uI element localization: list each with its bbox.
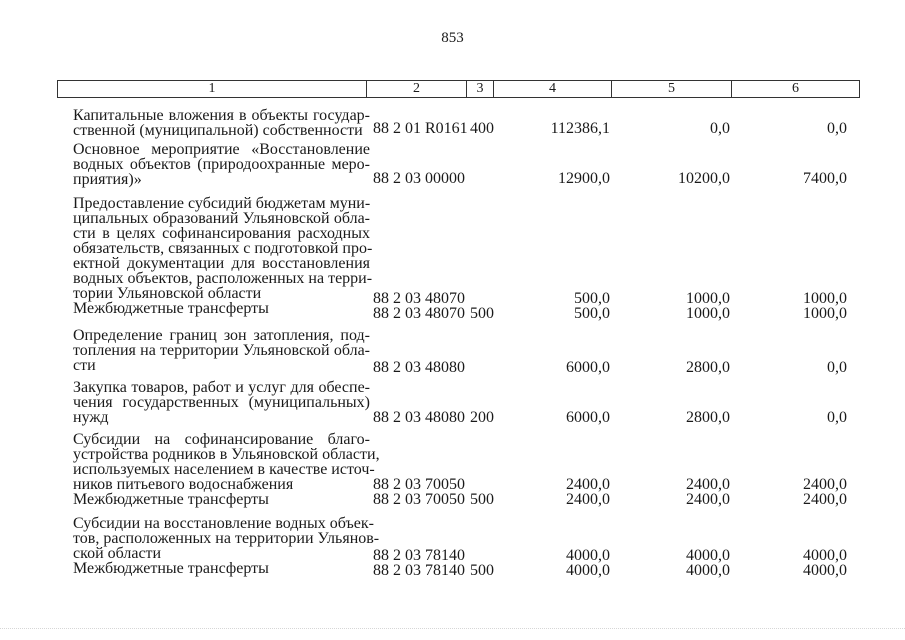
row-description [73, 195, 373, 317]
amount-col-4: 2400,0 [566, 491, 610, 508]
description-line: сти в целях софинансирования расходных [73, 225, 370, 242]
table-header [57, 80, 860, 98]
target-code: 88 2 01 R0161 [373, 120, 468, 137]
description-line: обязательств, связанных с подготовкой про- [73, 240, 373, 257]
description-line: тории Ульяновской области [73, 285, 262, 302]
description-line: ников питьевого водоснабжения [73, 476, 294, 493]
amount-col-5: 2800,0 [686, 409, 730, 426]
page-number: 853 [441, 30, 464, 46]
amount-col-4: 12900,0 [558, 170, 610, 187]
row-description [73, 431, 380, 508]
expense-type: 500 [470, 305, 494, 322]
description-line: нужд [73, 409, 109, 426]
description-line: ектной документации для восстановления [73, 255, 370, 272]
amount-col-4: 112386,1 [550, 120, 610, 137]
description-line: водных объектов (природоохранные меро- [73, 156, 370, 173]
amount-col-4: 500,0 [574, 305, 610, 322]
column-header-4: 4 [494, 81, 612, 97]
description-line: Субсидии на восстановление водных объек- [73, 515, 375, 532]
row-description [73, 142, 370, 187]
amount-col-5: 4000,0 [686, 562, 730, 579]
target-code: 88 2 03 78140 [373, 547, 465, 564]
description-line: Межбюджетные трансферты [73, 491, 269, 508]
description-line: чения государственных (муниципальных) [73, 394, 370, 411]
description-line: используемых населением в качестве источ- [73, 461, 375, 478]
target-code: 88 2 03 48070 [373, 290, 465, 307]
amount-col-4: 4000,0 [566, 547, 610, 564]
row-description [73, 328, 370, 373]
row-description [73, 108, 370, 138]
description-line: Определение границ зон затопления, под- [73, 327, 370, 344]
description-line: тов, расположенных на территории Ульянов- [73, 530, 380, 547]
row-description [73, 380, 370, 425]
target-code: 88 2 03 70050 [373, 491, 465, 508]
amount-col-6: 1000,0 [803, 305, 847, 322]
amount-col-6: 0,0 [827, 120, 847, 137]
expense-type: 500 [470, 491, 494, 508]
description-line: Субсидии на софинансирование благо- [73, 431, 370, 448]
expense-type: 400 [470, 120, 494, 137]
amount-col-5: 2400,0 [686, 476, 730, 493]
column-header-2: 2 [367, 81, 467, 97]
amount-col-4: 2400,0 [566, 476, 610, 493]
amount-col-4: 6000,0 [566, 409, 610, 426]
description-line: устройства родников в Ульяновской области, [73, 446, 380, 463]
amount-col-6: 1000,0 [803, 290, 847, 307]
amount-col-6: 7400,0 [803, 170, 847, 187]
target-code: 88 2 03 48080 [373, 359, 465, 376]
expense-type: 200 [470, 409, 494, 426]
description-line: Предоставление субсидий бюджетам муни- [73, 195, 371, 212]
amount-col-5: 4000,0 [686, 547, 730, 564]
target-code: 88 2 03 48080 [373, 409, 465, 426]
amount-col-6: 0,0 [827, 409, 847, 426]
description-line: приятия)» [73, 171, 142, 188]
target-code: 88 2 03 00000 [373, 170, 465, 187]
amount-col-4: 500,0 [574, 290, 610, 307]
amount-col-4: 4000,0 [566, 562, 610, 579]
amount-col-6: 4000,0 [803, 562, 847, 579]
target-code: 88 2 03 70050 [373, 476, 465, 493]
amount-col-6: 2400,0 [803, 491, 847, 508]
amount-col-5: 1000,0 [686, 290, 730, 307]
amount-col-5: 2400,0 [686, 491, 730, 508]
amount-col-6: 0,0 [827, 359, 847, 376]
amount-col-5: 0,0 [710, 120, 730, 137]
row-description [73, 515, 380, 577]
amount-col-6: 4000,0 [803, 547, 847, 564]
column-header-3: 3 [467, 81, 494, 97]
expense-type: 500 [470, 562, 494, 579]
target-code: 88 2 03 78140 [373, 562, 465, 579]
description-line: Основное мероприятие «Восстановление [73, 141, 370, 158]
column-header-1: 1 [58, 81, 367, 97]
column-header-6: 6 [792, 81, 799, 96]
description-line: Межбюджетные трансферты [73, 300, 269, 317]
description-line: ской области [73, 545, 162, 562]
target-code: 88 2 03 48070 [373, 305, 465, 322]
description-line: сти [73, 357, 96, 374]
amount-col-6: 2400,0 [803, 476, 847, 493]
amount-col-4: 6000,0 [566, 359, 610, 376]
description-line: водных объектов, расположенных на терри- [73, 270, 373, 287]
amount-col-5: 1000,0 [686, 305, 730, 322]
description-line: Закупка товаров, работ и услуг для обеспе- [73, 379, 370, 396]
amount-col-5: 10200,0 [678, 170, 730, 187]
description-line: топления на территории Ульяновской обла- [73, 342, 370, 359]
description-line: Межбюджетные трансферты [73, 560, 269, 577]
scan-artifact-line [0, 628, 905, 629]
amount-col-5: 2800,0 [686, 359, 730, 376]
description-line: ципальных образований Ульяновской обла- [73, 210, 370, 227]
column-header-5: 5 [612, 81, 732, 97]
description-line: ственной (муниципальной) собственности [73, 122, 363, 139]
description-line: Капитальные вложения в объекты государ- [73, 107, 370, 124]
